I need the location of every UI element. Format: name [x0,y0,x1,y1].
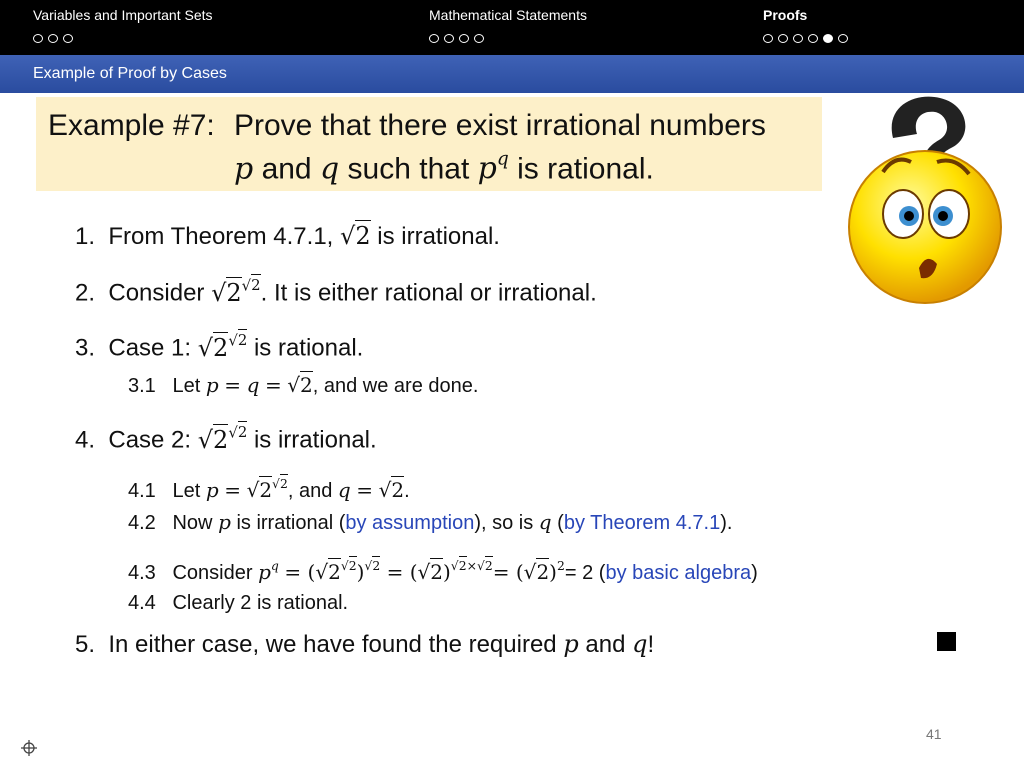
step-text: Consider [108,279,205,307]
text: is rational. [517,152,654,186]
confused-face-icon [845,92,1005,304]
nav-dot[interactable] [63,34,73,43]
nav-section-proofs[interactable] [763,7,853,43]
nav-dot[interactable] [778,34,788,43]
step-text: ) [751,561,758,584]
nav-dot[interactable] [474,34,484,43]
step-number: 5. [75,631,96,658]
example-label: Example #7: [48,109,215,142]
nav-section-title: Mathematical Statements [429,7,587,23]
step-number: 2. [75,279,96,307]
step-number: 4.2 [128,512,156,534]
step-text: Case 1: [108,334,192,362]
nav-dot[interactable] [33,34,43,43]
qed-square-icon [937,632,956,651]
justification-note: by Theorem 4.7.1 [563,512,721,534]
nav-dot[interactable] [793,34,803,43]
proof-step-1: 1. From Theorem 4.7.1, √2 is irrational. [75,222,500,250]
example-title-box [36,97,822,191]
step-number: 3.1 [128,375,156,397]
proof-step-4-4 [128,592,348,615]
example-statement-line2: p and q such that $p^q$ is rational. [234,149,654,187]
section-header-title: Example of Proof by Cases [33,65,227,82]
nav-section-variables[interactable] [33,7,213,43]
proof-step-3: 3. Case 1: $√2^{√2}$ is rational. [75,331,364,362]
nav-dot-current[interactable] [823,34,833,43]
crosshair-icon[interactable] [21,740,37,756]
step-text: ( [557,512,564,534]
step-text: Let [172,375,201,397]
top-navigation-bar [0,0,1024,55]
proof-step-4-1: 4.1 Let $p = √2^{√2}$, and q = √2. [128,476,410,502]
step-number: 4.3 [128,561,156,584]
justification-note: by basic algebra [605,561,752,584]
step-number: 4. [75,426,96,454]
nav-progress-dots [429,29,587,43]
step-number: 3. [75,334,96,362]
nav-section-title: Variables and Important Sets [33,7,213,23]
step-text: . It is either rational or irrational. [260,279,597,307]
step-text: . [404,479,410,502]
step-text: ! [647,631,655,658]
step-text: ). [720,512,733,534]
nav-dot[interactable] [444,34,454,43]
justification-note: by assumption [345,512,475,534]
step-text: Clearly 2 is rational. [172,592,349,614]
nav-dot[interactable] [48,34,58,43]
nav-dot[interactable] [763,34,773,43]
example-statement-line1: Prove that there exist irrational numbers [234,109,766,142]
step-text: , and [287,479,333,502]
step-text: Consider [172,561,253,584]
proof-step-2: 2. Consider $√2^{√2}$. It is either rational or irrational. [75,276,597,307]
step-text: and [585,631,626,658]
nav-section-statements[interactable] [429,7,587,43]
step-text: is irrational. [377,223,500,250]
step-text: is irrational. [253,426,377,454]
step-number: 4.1 [128,479,156,502]
step-text: From Theorem 4.7.1, [108,223,334,250]
nav-dot[interactable] [459,34,469,43]
nav-progress-dots [763,29,853,43]
proof-step-4-3: 4.3 Consider $p^q = (√2^{√2})^{√2} = (√2)^{√2\times√2}= (√2)^2= 2$ (by basic algebra) [128,558,758,584]
step-number: 1. [75,223,96,250]
proof-step-5: 5. In either case, we have found the required p and q! [75,630,655,658]
proof-step-4-2: 4.2 Now p is irrational (by assumption), so is q (by Theorem 4.7.1). [128,510,733,534]
nav-dot[interactable] [838,34,848,43]
nav-dot[interactable] [808,34,818,43]
step-text: ), so is [474,512,534,534]
step-text: is rational. [253,334,364,362]
step-text: = 2 ( [564,561,606,584]
step-text: Let [172,479,201,502]
nav-dot[interactable] [429,34,439,43]
nav-progress-dots [33,29,213,43]
text: such that [347,152,470,186]
step-text: Now [172,512,213,534]
step-text: is irrational ( [236,512,346,534]
step-text: , and we are done. [312,375,479,397]
text: and [261,152,312,186]
page-number: 41 [926,726,942,742]
nav-section-title: Proofs [763,7,808,23]
proof-step-3-1: 3.1 Let p = q = √2, and we are done. [128,373,479,397]
step-text: Case 2: [108,426,192,454]
section-header-bar [0,55,1024,93]
proof-step-4: 4. Case 2: $√2^{√2}$ is irrational. [75,423,377,454]
step-text: In either case, we have found the required [108,631,557,658]
step-number: 4.4 [128,592,156,614]
